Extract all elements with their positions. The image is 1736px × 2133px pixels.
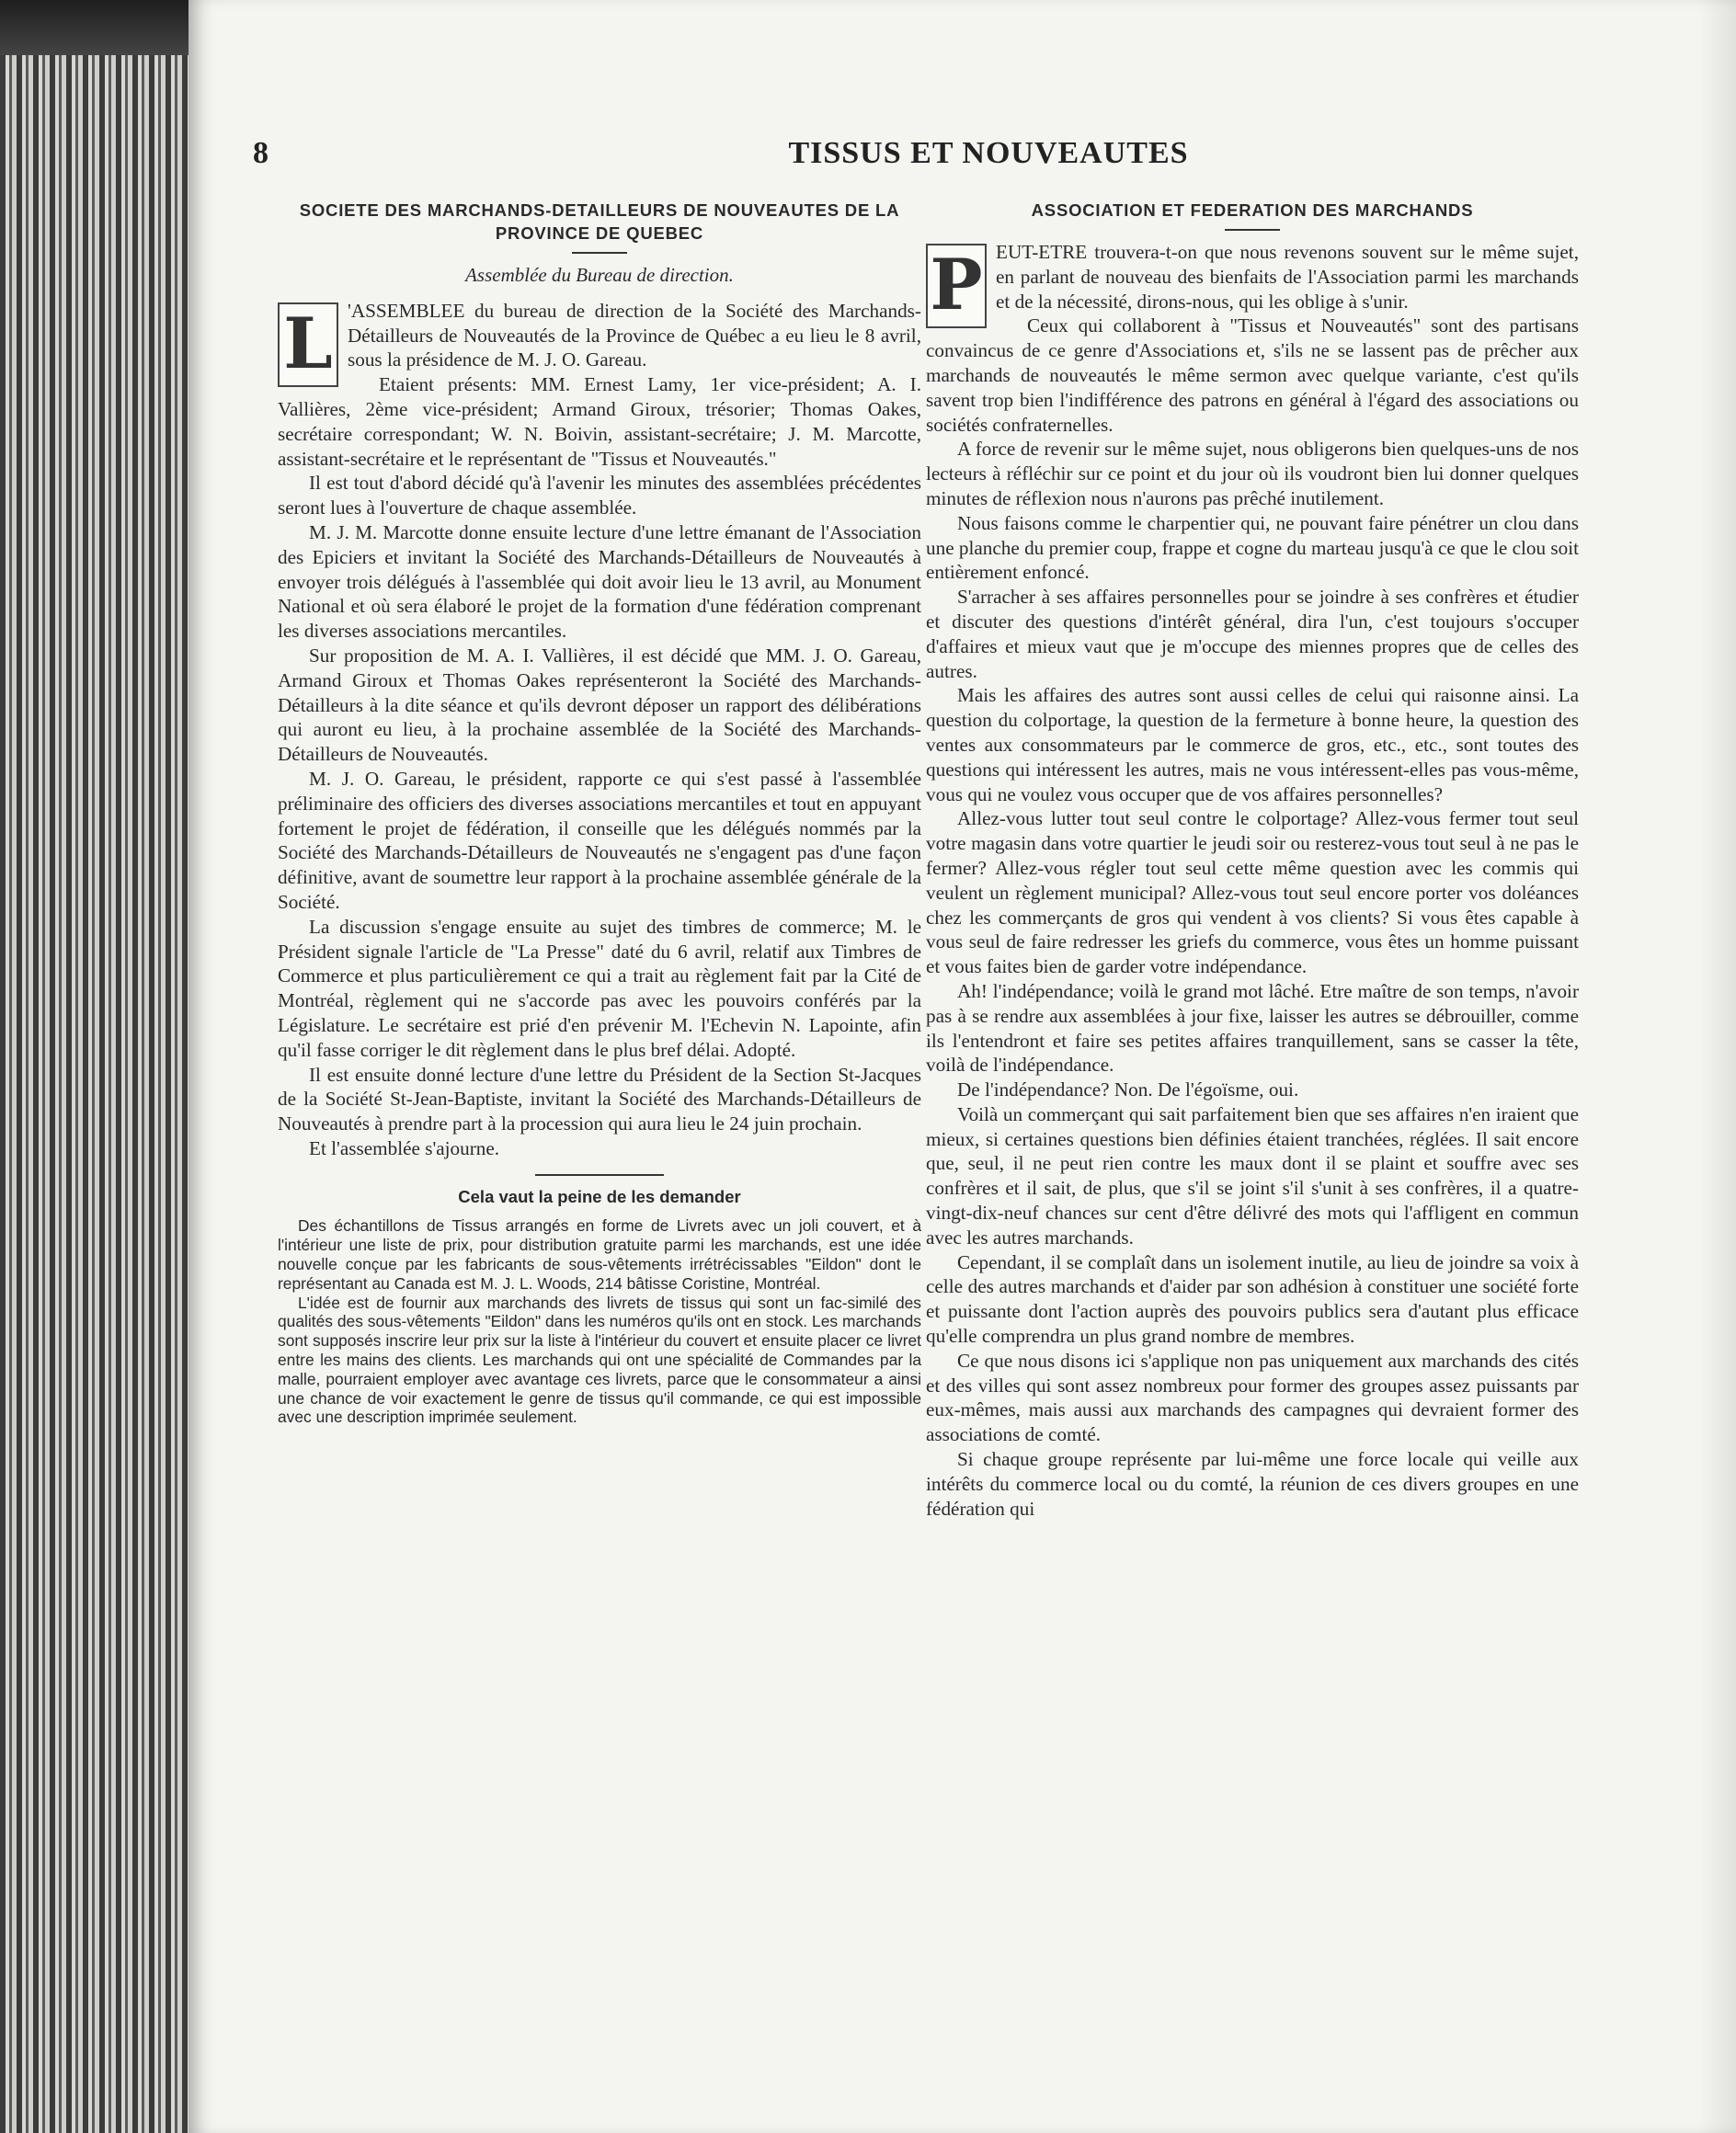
paragraph: A force de revenir sur le même sujet, nous obligerons bien quelques-uns de nos lecteurs à réfléchir sur ce point et du jour où ils voudront bien lui donner quelques minutes de réflexion nous n'aurons pas prêché inutilement. <box>926 438 1579 509</box>
title-rule <box>1225 229 1280 231</box>
paragraph: L'idée est de fournir aux marchands des livrets de tissus qui sont un fac-similé des qualités des sous-vêtements "Eildon" dans les numéros qu'ils ont en stock. Les marchands sont supposés inscrire leur prix sur la liste à l'intérieur du couvert et ensuite placer ce livret entre les mains des clients. Les marchands qui ont une spécialité de Commandes par la malle, pourraient employer avec avantage ces livrets, parce que le consommateur a ainsi une chance de voir exactement le genre de tissus qu'il commande, ce qui est impossible avec une description imprimée seulement. <box>278 1293 921 1427</box>
section-rule <box>535 1174 664 1176</box>
paragraph: EUT-ETRE trouvera-t-on que nous revenons souvent sur le même sujet, en parlant de nouveau des bienfaits de l'Association parmi les marchands et de la nécessité, dirons-nous, qui les oblige à s'unir. <box>996 241 1579 313</box>
paragraph: M. J. O. Gareau, le président, rapporte ce qui s'est passé à l'assemblée préliminaire des officiers des diverses associations mercantiles et tout en appuyant fortement le projet de fédération, il conseille que les délégués nommés par la Société des Marchands-Détailleurs de Nouveautés ne s'engagent pas d'une façon définitive, avant de soumettre leur rapport à la prochaine assemblée générale de la Société. <box>278 767 921 913</box>
paragraph: Si chaque groupe représente par lui-même une force locale qui veille aux intérêts du commerce local ou du comté, la réunion de ces divers groupes en une fédération qui <box>926 1448 1579 1520</box>
right-column <box>926 193 1579 1521</box>
article-title-cela-vaut: Cela vaut la peine de les demander <box>458 1186 741 1206</box>
article-body-association <box>926 240 1579 1521</box>
paragraph: Allez-vous lutter tout seul contre le colportage? Allez-vous fermer tout seul votre magasin dans votre quartier le jeudi soir ou resterez-vous tout seul à ne pas le fermer? Allez-vous régler tout seul cette même question avec les commis qui veulent un règlement municipal? Allez-vous tout seul encore porter vos doléances chez les commerçants de gros qui vendent à vos clients? Si vous êtes capable à vous seul de faire redresser les griefs du commerce, vous êtes un homme puissant et vous faites bien de garder votre indépendance. <box>926 807 1579 978</box>
article-subtitle: Assemblée du Bureau de direction. <box>465 264 734 286</box>
paragraph: Sur proposition de M. A. I. Vallières, il est décidé que MM. J. O. Gareau, Armand Giroux et Thomas Oakes représenteront la Société des Marchands-Détailleurs à la dite séance et qu'ils devront déposer un rapport des délibérations qui auront eu lieu, à la prochaine assemblée de la Société des Marchands-Détailleurs de Nouveautés. <box>278 644 921 766</box>
journal-title: TISSUS ET NOUVEAUTES <box>788 136 1189 170</box>
paragraph: 'ASSEMBLEE du bureau de direction de la Société des Marchands-Détailleurs de Nouveautés de la Province de Québec a eu lieu le 8 avril, sous la présidence de M. J. O. Gareau. <box>348 299 921 371</box>
paragraph: La discussion s'engage ensuite au sujet des timbres de commerce; M. le Président signale l'article de "La Presse" daté du 6 avril, relatif aux Timbres de Commerce et plus particulièrement ce qui a trait au règlement fait par la Cité de Montréal, règlement qui ne s'accorde pas avec les pouvoirs conférés par la Législature. Le secrétaire est prié d'en prévenir M. l'Echevin N. Lapointe, afin qu'il fasse corriger le dit règlement dans le plus bref délai. Adopté. <box>278 915 921 1061</box>
paragraph: M. J. M. Marcotte donne ensuite lecture d'une lettre émanant de l'Association des Epiciers et invitant la Société des Marchands-Détailleurs de Nouveautés à envoyer trois délégués à l'assemblée qui doit avoir lieu le 13 avril, au Monument National et où sera élaboré le projet de la formation d'une fédération comprenant les diverses associations mercantiles. <box>278 520 921 643</box>
dropcap-p: P <box>926 244 987 328</box>
book-page-edges <box>0 55 188 2133</box>
paragraph: Et l'assemblée s'ajourne. <box>309 1136 500 1159</box>
paragraph: Des échantillons de Tissus arrangés en forme de Livrets avec un joli couvert, et à l'intérieur une liste de prix, pour distribution gratuite parmi les marchands, est une idée nouvelle conçue par les fabricants de sous-vêtements irrétrécissables "Eildon" dont le représentant au Canada est M. J. L. Woods, 214 bâtisse Coristine, Montréal. <box>278 1216 921 1293</box>
running-head <box>253 129 1724 184</box>
title-rule <box>572 252 627 254</box>
page-number: 8 <box>253 136 268 170</box>
paragraph: Nous faisons comme le charpentier qui, ne pouvant faire pénétrer un clou dans une planche du premier coup, frappe et cogne du marteau jusqu'à ce que le clou soit entièrement enfoncé. <box>926 511 1579 584</box>
page-shadow <box>1699 0 1736 2133</box>
paragraph: Il est tout d'abord décidé qu'à l'avenir les minutes des assemblées précédentes seront lues à l'ouverture de chaque assemblée. <box>278 472 921 519</box>
paragraph: Etaient présents: MM. Ernest Lamy, 1er vice-président; A. I. Vallières, 2ème vice-président; Armand Giroux, trésorier; Thomas Oakes, secrétaire correspondant; W. N. Boivin, assistant-secrétaire; J. M. Marcotte, assistant-secrétaire et le représentant de "Tissus et Nouveautés." <box>278 373 921 470</box>
article-body-cela-vaut <box>278 1216 921 1427</box>
article-title-societe: SOCIETE DES MARCHANDS-DETAILLEURS DE NOUVEAUTES DE LA PROVINCE DE QUEBEC <box>299 200 900 243</box>
paragraph: Cependant, il se complaît dans un isolement inutile, au lieu de joindre sa voix à celle des autres marchands et d'aider par son adhésion à constituer une société forte et puissante dont l'action auprès des pouvoirs publics sera d'autant plus efficace qu'elle comprendra un plus grand nombre de membres. <box>926 1250 1579 1348</box>
paragraph: Ce que nous disons ici s'applique non pas uniquement aux marchands des cités et des villes qui sont assez nombreux pour former des groupes assez puissants par eux-mêmes, mais aussi aux marchands des campagnes qui devraient former des associations de comté. <box>926 1349 1579 1446</box>
paragraph: Il est ensuite donné lecture d'une lettre du Président de la Section St-Jacques de la Société St-Jean-Baptiste, invitant la Société des Marchands-Détailleurs de Nouveautés à prendre part à la procession qui aura lieu le 24 juin prochain. <box>278 1063 921 1135</box>
paragraph: S'arracher à ses affaires personnelles pour se joindre à ses confrères et étudier et discuter des questions d'intérêt général, dira l'un, c'est toujours s'occuper d'affaires et mieux vaut que je m'occupe des miennes propres que de celles des autres. <box>926 586 1579 682</box>
paragraph: Mais les affaires des autres sont aussi celles de celui qui raisonne ainsi. La question du colportage, la question de la fermeture à bonne heure, la question des ventes aux consommateurs par le commerce de gros, etc., etc., sont toutes des questions qui intéressent les autres, mais ne vous intéressent-elles pas vous-même, vous qui ne voulez vous occuper que de vos affaires personnelles? <box>926 684 1579 805</box>
paragraph: Voilà un commerçant qui sait parfaitement bien que ses affaires n'en iraient que mieux, si certaines questions bien définies étaient tranchées, réglées. Il sait encore que, seul, il ne peut rien contre les maux dont il se plaint et souffre avec ses confrères et il sait, de plus, que s'il se joint s'il s'unit à ses confrères, il a quatre-vingt-dix-neuf chances sur cent d'être délivré des mots qui l'affligent en commun avec les autres marchands. <box>926 1102 1579 1249</box>
paragraph: Ceux qui collaborent à "Tissus et Nouveautés" sont des partisans convaincus de ce genre d'Associations et, s'ils ne se lassent pas de prêcher aux marchands de nouveautés le même sermon avec quelque variante, c'est qu'ils savent trop bien l'indifférence des patrons en général à l'égard des associations ou sociétés confraternelles. <box>926 314 1579 436</box>
magazine-page <box>188 0 1736 2133</box>
article-body-societe <box>278 299 921 1161</box>
article-title-association: ASSOCIATION ET FEDERATION DES MARCHANDS <box>1031 200 1474 220</box>
paragraph: De l'indépendance? Non. De l'égoïsme, oui. <box>957 1078 1299 1101</box>
left-column <box>278 193 921 1427</box>
dropcap-l: L <box>278 302 338 387</box>
paragraph: Ah! l'indépendance; voilà le grand mot lâché. Etre maître de son temps, n'avoir pas à se rendre aux assemblées à jour fixe, laisser les autres se débrouiller, comme ils l'entendront et faire ses petites affaires tranquillement, sans se casser la tête, voilà de l'indépendance. <box>926 979 1579 1077</box>
